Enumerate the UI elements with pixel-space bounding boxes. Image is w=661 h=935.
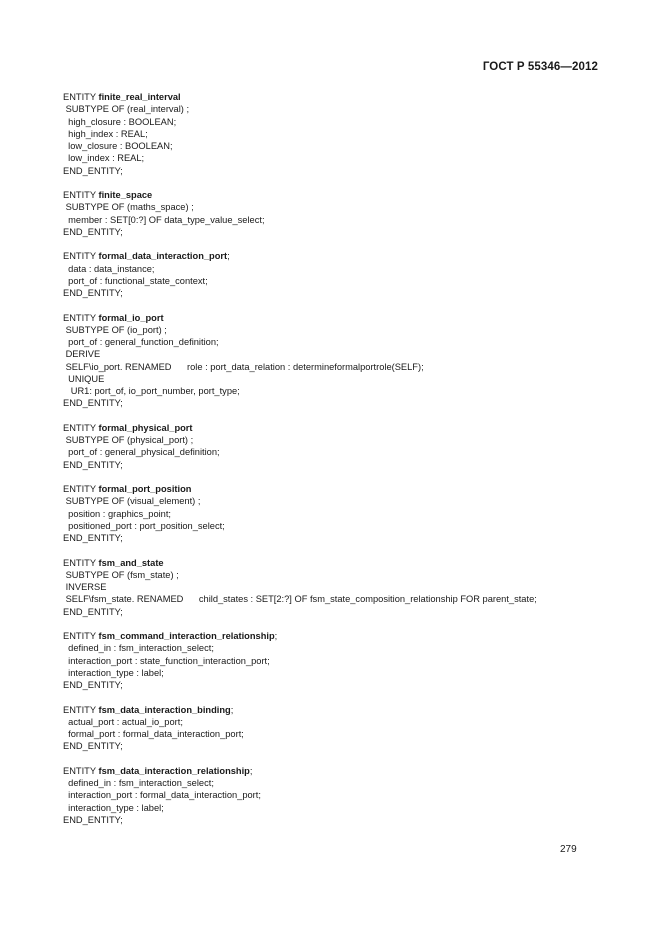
entity-keyword: ENTITY <box>63 92 99 102</box>
entity-name: formal_data_interaction_port <box>98 251 228 262</box>
code-line: low_index : REAL; <box>63 153 145 164</box>
code-line: low_closure : BOOLEAN; <box>63 141 173 151</box>
entity-suffix: ; <box>230 704 234 715</box>
code-line: formal_port : formal_data_interaction_port; <box>63 729 244 739</box>
entity-formal-physical-port <box>63 422 537 471</box>
code-line: interaction_type : label; <box>63 667 164 678</box>
entity-name: formal_physical_port <box>98 422 193 433</box>
entity-declaration <box>63 189 537 201</box>
code-line: UR1: port_of, io_port_number, port_type; <box>63 386 240 396</box>
entity-name: finite_space <box>98 190 153 200</box>
code-line: END_ENTITY; <box>63 226 123 237</box>
code-line: END_ENTITY; <box>63 606 123 617</box>
entity-fsm-and-state <box>63 557 537 618</box>
entity-formal-io-port <box>63 312 537 410</box>
entity-keyword: ENTITY <box>63 422 99 433</box>
entity-keyword: ENTITY <box>63 312 99 323</box>
code-line: END_ENTITY; <box>63 459 123 470</box>
document-header-id: ГОСТ Р 55346—2012 <box>482 61 598 73</box>
entity-keyword: ENTITY <box>63 631 99 641</box>
entity-fsm-data-interaction-relationship <box>63 765 537 826</box>
code-line: END_ENTITY; <box>63 814 123 825</box>
code-line: high_index : REAL; <box>63 128 148 139</box>
entity-name: fsm_data_interaction_binding <box>98 704 231 715</box>
entity-keyword: ENTITY <box>63 557 99 568</box>
code-line: SELF\io_port. RENAMED role : port_data_relation : determineformalportrole(SELF); <box>63 361 424 372</box>
entity-keyword: ENTITY <box>63 251 99 262</box>
entity-name: formal_port_position <box>98 484 192 494</box>
entity-keyword: ENTITY <box>63 704 99 715</box>
code-line: END_ENTITY; <box>63 741 123 752</box>
code-line: interaction_port : state_function_interaction_port; <box>63 655 270 666</box>
code-line: interaction_port : formal_data_interaction_port; <box>63 790 261 801</box>
entity-declaration <box>63 312 537 324</box>
code-line: positioned_port : port_position_select; <box>63 520 225 531</box>
code-line: END_ENTITY; <box>63 533 123 543</box>
code-line: SUBTYPE OF (visual_element) ; <box>63 496 201 507</box>
entity-declaration <box>63 765 537 777</box>
express-code-listing <box>63 91 537 838</box>
entity-suffix: ; <box>249 765 253 776</box>
code-line: SUBTYPE OF (fsm_state) ; <box>63 569 179 580</box>
entity-declaration <box>63 630 537 642</box>
code-line: END_ENTITY; <box>63 165 123 176</box>
entity-declaration <box>63 250 537 262</box>
entity-finite-space <box>63 189 537 238</box>
code-line: SUBTYPE OF (io_port) ; <box>63 324 167 335</box>
entity-keyword: ENTITY <box>63 484 99 494</box>
code-line: INVERSE <box>63 582 107 592</box>
code-line: port_of : functional_state_context; <box>63 275 208 286</box>
code-line: SUBTYPE OF (maths_space) ; <box>63 202 194 213</box>
code-line: data : data_instance; <box>63 263 155 274</box>
entity-formal-port-position <box>63 483 537 544</box>
code-line: interaction_type : label; <box>63 802 164 813</box>
entity-keyword: ENTITY <box>63 765 99 776</box>
code-line: SUBTYPE OF (real_interval) ; <box>63 104 190 115</box>
entity-declaration <box>63 422 537 434</box>
entity-name: formal_io_port <box>98 312 164 323</box>
code-line: defined_in : fsm_interaction_select; <box>63 778 214 788</box>
entity-suffix: ; <box>227 251 230 262</box>
code-line: END_ENTITY; <box>63 398 123 409</box>
code-line: END_ENTITY; <box>63 680 123 690</box>
entity-fsm-command-interaction-relationship <box>63 630 537 691</box>
entity-keyword: ENTITY <box>63 190 99 200</box>
entity-declaration <box>63 704 537 716</box>
entity-name: fsm_data_interaction_relationship <box>98 765 250 776</box>
entity-name: fsm_and_state <box>98 557 164 568</box>
code-line: DERIVE <box>63 349 101 360</box>
entity-declaration <box>63 91 537 103</box>
code-line: UNIQUE <box>63 373 105 384</box>
code-line: port_of : general_function_definition; <box>63 337 219 347</box>
code-line: actual_port : actual_io_port; <box>63 716 183 727</box>
code-line: SUBTYPE OF (physical_port) ; <box>63 435 194 445</box>
code-line: defined_in : fsm_interaction_select; <box>63 643 214 654</box>
code-line: high_closure : BOOLEAN; <box>63 116 177 127</box>
entity-formal-data-interaction-port <box>63 250 537 299</box>
entity-name: finite_real_interval <box>98 92 181 102</box>
code-line: END_ENTITY; <box>63 288 123 298</box>
code-line: SELF\fsm_state. RENAMED child_states : SET[2:?] OF fsm_state_composition_relationship FOR parent_state; <box>63 594 537 605</box>
page-number: 279 <box>560 844 577 855</box>
entity-declaration <box>63 483 537 495</box>
code-line: position : graphics_point; <box>63 508 172 519</box>
entity-finite-real-interval <box>63 91 537 177</box>
entity-suffix: ; <box>274 631 278 641</box>
entity-declaration <box>63 557 537 569</box>
entity-name: fsm_command_interaction_relationship <box>98 631 275 641</box>
code-line: port_of : general_physical_definition; <box>63 447 220 458</box>
code-line: member : SET[0:?] OF data_type_value_select; <box>63 214 265 225</box>
entity-fsm-data-interaction-binding <box>63 704 537 753</box>
